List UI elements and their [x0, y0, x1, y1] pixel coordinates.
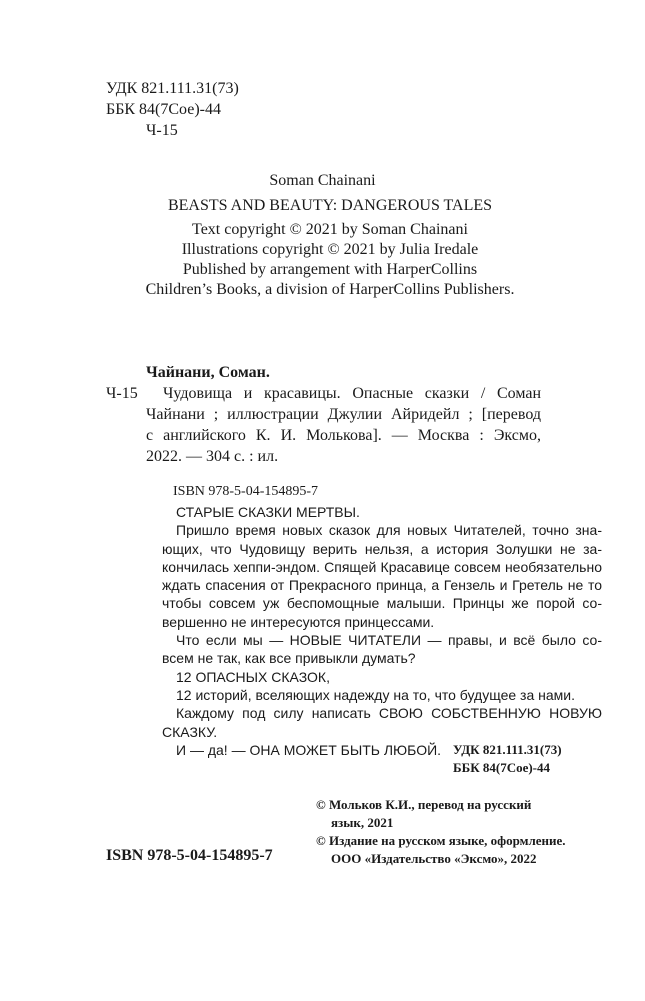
edition-copyright: © Издание на русском языке, оформление.: [316, 833, 566, 848]
catalog-sign: Ч-15: [106, 385, 138, 402]
original-title: BEASTS AND BEAUTY: DANGEROUS TALES: [167, 197, 493, 214]
catalog-description-line: с английского К. И. Молькова]. — Москва : Эксмо,: [146, 427, 541, 444]
annotation-line: Пришло время новых сказок для новых Читателей, точно зна-: [176, 522, 602, 539]
annotation-line: ждать спасения от Прекрасного принца, а Гензель и Гретель не то: [162, 577, 602, 594]
copyright-line: Text copyright © 2021 by Soman Chainani: [192, 221, 468, 238]
annotation-line: всем не так, как все привыкли думать?: [162, 650, 416, 667]
publisher-copyright: ООО «Издательство «Эксмо», 2022: [331, 851, 537, 866]
bbk-code-bottom: ББК 84(7Сое)-44: [453, 760, 551, 775]
bbk-code: ББК 84(7Сое)-44: [106, 101, 221, 118]
annotation-line: 12 ОПАСНЫХ СКАЗОК,: [176, 668, 330, 685]
annotation-line: ющих, что Чудовищу верить нельзя, а история Золушки не за-: [162, 540, 602, 557]
copyright-line: Children’s Books, a division of HarperCollins Publishers.: [145, 281, 515, 298]
catalog-isbn: ISBN 978-5-04-154895-7: [173, 484, 319, 499]
copyright-line: Published by arrangement with HarperCollins: [182, 261, 478, 278]
catalog-heading: Чайнани, Соман.: [146, 364, 270, 381]
annotation-line: Каждому под силу написать СВОЮ СОБСТВЕННУЮ НОВУЮ: [176, 705, 602, 722]
annotation: [162, 503, 642, 759]
annotation-line: 12 историй, вселяющих надежду на то, что будущее за нами.: [176, 686, 575, 703]
annotation-line: чтобы совсем уж беспомощные малыши. Принцы же порой со-: [162, 595, 602, 612]
annotation-line: кончилась хеппи-эндом. Спящей Красавице совсем необязательно: [162, 558, 602, 575]
copyright-line: Illustrations copyright © 2021 by Julia Iredale: [181, 241, 479, 258]
isbn-bottom: ISBN 978-5-04-154895-7: [106, 847, 273, 864]
annotation-line: СКАЗКУ.: [162, 723, 218, 740]
translation-copyright: © Мольков К.И., перевод на русский: [316, 797, 532, 812]
catalog-description-line: Чудовища и красавицы. Опасные сказки / Соман: [163, 385, 541, 402]
author-sign: Ч-15: [146, 122, 178, 139]
catalog-description-line: Чайнани ; иллюстрации Джулии Айридейл ; [перевод: [146, 406, 541, 423]
udk-code: УДК 821.111.31(73): [106, 80, 239, 97]
original-author: Soman Chainani: [269, 172, 376, 189]
annotation-line: И — да! — ОНА МОЖЕТ БЫТЬ ЛЮБОЙ.: [176, 741, 442, 758]
catalog-description-line: 2022. — 304 с. : ил.: [146, 448, 279, 465]
annotation-line: вершенно не интересуются принцессами.: [162, 613, 435, 630]
annotation-line: СТАРЫЕ СКАЗКИ МЕРТВЫ.: [176, 504, 360, 520]
translation-copyright-year: язык, 2021: [331, 815, 394, 830]
annotation-line: Что если мы — НОВЫЕ ЧИТАТЕЛИ — правы, и всё было со-: [176, 632, 602, 649]
udk-code-bottom: УДК 821.111.31(73): [453, 742, 562, 757]
